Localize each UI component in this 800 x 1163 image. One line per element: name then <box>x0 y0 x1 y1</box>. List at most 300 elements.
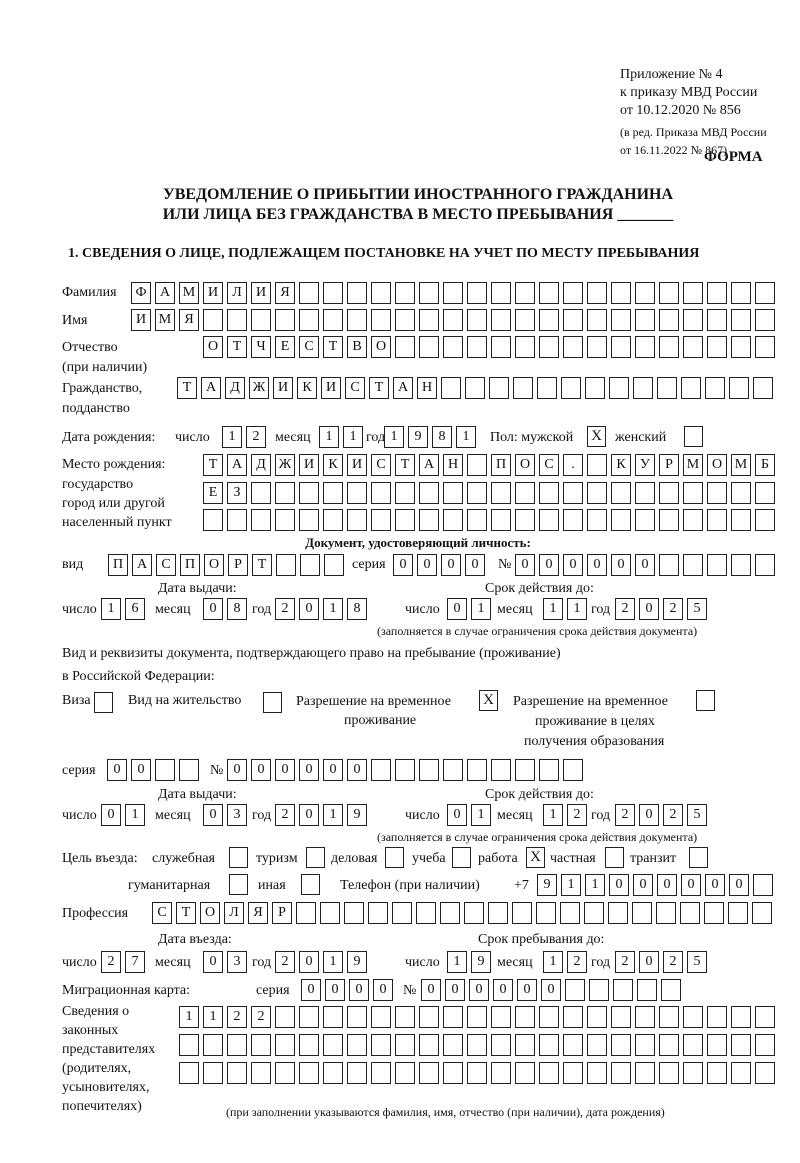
temp-permit-checkbox[interactable]: X <box>479 690 498 711</box>
char-cell[interactable] <box>659 482 679 504</box>
char-cell[interactable]: 1 <box>585 874 605 896</box>
char-cell[interactable]: 1 <box>319 426 339 448</box>
char-cell[interactable]: Е <box>203 482 223 504</box>
char-cell[interactable]: О <box>203 336 223 358</box>
char-cell[interactable] <box>203 1062 223 1084</box>
char-cell[interactable] <box>587 336 607 358</box>
char-cell[interactable] <box>753 377 773 399</box>
char-cell[interactable] <box>323 1034 343 1056</box>
char-cell[interactable] <box>609 377 629 399</box>
char-cell[interactable] <box>155 759 175 781</box>
purpose-study-checkbox[interactable] <box>452 847 471 868</box>
char-cell[interactable] <box>491 309 511 331</box>
char-cell[interactable]: 2 <box>567 804 587 826</box>
char-cell[interactable]: 2 <box>227 1006 247 1028</box>
char-cell[interactable]: М <box>179 282 199 304</box>
char-cell[interactable]: 1 <box>343 426 363 448</box>
char-cell[interactable]: Б <box>755 454 775 476</box>
char-cell[interactable]: Р <box>659 454 679 476</box>
char-cell[interactable]: 8 <box>347 598 367 620</box>
char-cell[interactable] <box>515 482 535 504</box>
char-cell[interactable] <box>755 1034 775 1056</box>
char-cell[interactable]: 1 <box>101 598 121 620</box>
char-cell[interactable] <box>491 1006 511 1028</box>
char-cell[interactable]: 2 <box>101 951 121 973</box>
char-cell[interactable] <box>371 759 391 781</box>
char-cell[interactable]: 2 <box>615 951 635 973</box>
char-cell[interactable] <box>464 902 484 924</box>
char-cell[interactable] <box>251 1034 271 1056</box>
char-cell[interactable]: 0 <box>633 874 653 896</box>
char-cell[interactable]: 0 <box>203 598 223 620</box>
char-cell[interactable]: 0 <box>101 804 121 826</box>
char-cell[interactable] <box>657 377 677 399</box>
char-cell[interactable]: 1 <box>125 804 145 826</box>
char-cell[interactable] <box>683 1062 703 1084</box>
char-cell[interactable] <box>489 377 509 399</box>
char-cell[interactable] <box>395 309 415 331</box>
char-cell[interactable] <box>515 509 535 531</box>
char-cell[interactable]: М <box>683 454 703 476</box>
char-cell[interactable] <box>300 554 320 576</box>
char-cell[interactable]: 1 <box>543 804 563 826</box>
char-cell[interactable]: З <box>227 482 247 504</box>
char-cell[interactable]: Т <box>227 336 247 358</box>
char-cell[interactable] <box>179 1062 199 1084</box>
char-cell[interactable] <box>633 377 653 399</box>
char-cell[interactable] <box>467 482 487 504</box>
sex-male-checkbox[interactable]: X <box>587 426 606 447</box>
char-cell[interactable]: 2 <box>615 598 635 620</box>
char-cell[interactable] <box>755 1006 775 1028</box>
char-cell[interactable] <box>563 336 583 358</box>
char-cell[interactable] <box>443 1034 463 1056</box>
char-cell[interactable]: 5 <box>687 598 707 620</box>
char-cell[interactable]: 3 <box>227 951 247 973</box>
purpose-humanitarian-checkbox[interactable] <box>229 874 248 895</box>
char-cell[interactable]: А <box>419 454 439 476</box>
char-cell[interactable] <box>755 482 775 504</box>
char-cell[interactable]: А <box>155 282 175 304</box>
char-cell[interactable] <box>323 509 343 531</box>
char-cell[interactable] <box>656 902 676 924</box>
char-cell[interactable] <box>467 1006 487 1028</box>
char-cell[interactable] <box>755 336 775 358</box>
char-cell[interactable] <box>443 336 463 358</box>
char-cell[interactable] <box>419 1034 439 1056</box>
char-cell[interactable]: 0 <box>421 979 441 1001</box>
char-cell[interactable] <box>659 1034 679 1056</box>
char-cell[interactable]: Я <box>248 902 268 924</box>
char-cell[interactable] <box>611 1062 631 1084</box>
char-cell[interactable] <box>419 1006 439 1028</box>
char-cell[interactable] <box>613 979 633 1001</box>
char-cell[interactable] <box>755 282 775 304</box>
char-cell[interactable] <box>729 377 749 399</box>
char-cell[interactable]: 0 <box>347 759 367 781</box>
char-cell[interactable]: П <box>491 454 511 476</box>
char-cell[interactable] <box>371 482 391 504</box>
char-cell[interactable] <box>467 309 487 331</box>
char-cell[interactable] <box>323 1062 343 1084</box>
char-cell[interactable] <box>299 309 319 331</box>
char-cell[interactable]: А <box>132 554 152 576</box>
char-cell[interactable]: 3 <box>227 804 247 826</box>
char-cell[interactable] <box>707 336 727 358</box>
char-cell[interactable] <box>707 1062 727 1084</box>
char-cell[interactable]: Я <box>275 282 295 304</box>
char-cell[interactable]: Ж <box>249 377 269 399</box>
char-cell[interactable]: 0 <box>517 979 537 1001</box>
char-cell[interactable]: 2 <box>251 1006 271 1028</box>
char-cell[interactable] <box>467 336 487 358</box>
char-cell[interactable]: 0 <box>323 759 343 781</box>
char-cell[interactable]: 0 <box>445 979 465 1001</box>
char-cell[interactable] <box>251 482 271 504</box>
char-cell[interactable]: 0 <box>515 554 535 576</box>
char-cell[interactable] <box>419 1062 439 1084</box>
char-cell[interactable]: 0 <box>299 598 319 620</box>
char-cell[interactable]: 1 <box>384 426 404 448</box>
char-cell[interactable] <box>632 902 652 924</box>
char-cell[interactable]: Р <box>228 554 248 576</box>
char-cell[interactable] <box>491 336 511 358</box>
char-cell[interactable] <box>515 336 535 358</box>
char-cell[interactable] <box>731 1034 751 1056</box>
char-cell[interactable] <box>299 282 319 304</box>
char-cell[interactable]: 2 <box>246 426 266 448</box>
char-cell[interactable]: И <box>251 282 271 304</box>
char-cell[interactable] <box>515 282 535 304</box>
char-cell[interactable] <box>563 1062 583 1084</box>
char-cell[interactable] <box>635 282 655 304</box>
char-cell[interactable] <box>395 1034 415 1056</box>
char-cell[interactable] <box>731 1006 751 1028</box>
char-cell[interactable]: Д <box>225 377 245 399</box>
char-cell[interactable] <box>731 309 751 331</box>
char-cell[interactable] <box>611 1034 631 1056</box>
char-cell[interactable]: 0 <box>275 759 295 781</box>
char-cell[interactable] <box>419 309 439 331</box>
char-cell[interactable] <box>561 377 581 399</box>
char-cell[interactable] <box>371 509 391 531</box>
char-cell[interactable]: 0 <box>131 759 151 781</box>
char-cell[interactable]: 5 <box>687 951 707 973</box>
char-cell[interactable]: 9 <box>408 426 428 448</box>
char-cell[interactable] <box>227 1062 247 1084</box>
char-cell[interactable] <box>443 1062 463 1084</box>
char-cell[interactable] <box>203 309 223 331</box>
char-cell[interactable] <box>539 509 559 531</box>
char-cell[interactable] <box>611 1006 631 1028</box>
char-cell[interactable]: 0 <box>493 979 513 1001</box>
char-cell[interactable]: В <box>347 336 367 358</box>
char-cell[interactable] <box>515 309 535 331</box>
char-cell[interactable] <box>371 309 391 331</box>
char-cell[interactable] <box>512 902 532 924</box>
char-cell[interactable] <box>491 482 511 504</box>
char-cell[interactable]: 0 <box>469 979 489 1001</box>
char-cell[interactable]: Т <box>176 902 196 924</box>
char-cell[interactable] <box>704 902 724 924</box>
char-cell[interactable] <box>683 1006 703 1028</box>
char-cell[interactable] <box>728 902 748 924</box>
char-cell[interactable]: . <box>563 454 583 476</box>
char-cell[interactable] <box>683 282 703 304</box>
char-cell[interactable] <box>395 336 415 358</box>
char-cell[interactable]: 1 <box>447 951 467 973</box>
char-cell[interactable]: О <box>200 902 220 924</box>
char-cell[interactable] <box>515 1006 535 1028</box>
char-cell[interactable]: 0 <box>541 979 561 1001</box>
char-cell[interactable] <box>491 1062 511 1084</box>
char-cell[interactable]: 1 <box>543 598 563 620</box>
char-cell[interactable] <box>659 1062 679 1084</box>
char-cell[interactable] <box>344 902 364 924</box>
char-cell[interactable] <box>537 377 557 399</box>
char-cell[interactable] <box>731 336 751 358</box>
char-cell[interactable]: С <box>152 902 172 924</box>
char-cell[interactable]: 0 <box>635 554 655 576</box>
char-cell[interactable]: 0 <box>299 951 319 973</box>
char-cell[interactable]: П <box>108 554 128 576</box>
char-cell[interactable] <box>347 309 367 331</box>
char-cell[interactable]: Н <box>417 377 437 399</box>
char-cell[interactable] <box>587 1034 607 1056</box>
char-cell[interactable] <box>683 336 703 358</box>
char-cell[interactable]: 0 <box>639 804 659 826</box>
char-cell[interactable] <box>755 554 775 576</box>
char-cell[interactable] <box>539 309 559 331</box>
char-cell[interactable]: 0 <box>611 554 631 576</box>
char-cell[interactable] <box>227 509 247 531</box>
char-cell[interactable] <box>368 902 388 924</box>
char-cell[interactable]: 2 <box>275 598 295 620</box>
purpose-transit-checkbox[interactable] <box>689 847 708 868</box>
char-cell[interactable]: 0 <box>325 979 345 1001</box>
char-cell[interactable] <box>467 454 487 476</box>
edu-permit-checkbox[interactable] <box>696 690 715 711</box>
char-cell[interactable] <box>681 377 701 399</box>
char-cell[interactable]: 0 <box>729 874 749 896</box>
char-cell[interactable]: 0 <box>447 598 467 620</box>
char-cell[interactable] <box>324 554 344 576</box>
char-cell[interactable]: Л <box>227 282 247 304</box>
char-cell[interactable]: А <box>227 454 247 476</box>
char-cell[interactable] <box>539 759 559 781</box>
char-cell[interactable] <box>441 377 461 399</box>
char-cell[interactable]: 2 <box>663 951 683 973</box>
char-cell[interactable] <box>320 902 340 924</box>
char-cell[interactable] <box>635 1006 655 1028</box>
char-cell[interactable] <box>443 1006 463 1028</box>
char-cell[interactable]: 0 <box>705 874 725 896</box>
char-cell[interactable]: А <box>201 377 221 399</box>
char-cell[interactable] <box>443 759 463 781</box>
char-cell[interactable] <box>637 979 657 1001</box>
char-cell[interactable] <box>659 554 679 576</box>
char-cell[interactable] <box>560 902 580 924</box>
char-cell[interactable] <box>347 1034 367 1056</box>
char-cell[interactable]: У <box>635 454 655 476</box>
char-cell[interactable]: О <box>707 454 727 476</box>
char-cell[interactable]: 0 <box>373 979 393 1001</box>
char-cell[interactable]: 0 <box>441 554 461 576</box>
char-cell[interactable] <box>467 759 487 781</box>
char-cell[interactable] <box>585 377 605 399</box>
char-cell[interactable]: 2 <box>615 804 635 826</box>
char-cell[interactable]: 0 <box>681 874 701 896</box>
char-cell[interactable] <box>371 1062 391 1084</box>
char-cell[interactable]: 0 <box>447 804 467 826</box>
char-cell[interactable] <box>323 1006 343 1028</box>
char-cell[interactable] <box>536 902 556 924</box>
char-cell[interactable] <box>587 1062 607 1084</box>
char-cell[interactable] <box>635 482 655 504</box>
char-cell[interactable] <box>659 509 679 531</box>
char-cell[interactable]: 8 <box>227 598 247 620</box>
char-cell[interactable]: 2 <box>567 951 587 973</box>
char-cell[interactable] <box>395 1006 415 1028</box>
char-cell[interactable] <box>419 282 439 304</box>
char-cell[interactable]: М <box>155 309 175 331</box>
char-cell[interactable]: Л <box>224 902 244 924</box>
char-cell[interactable] <box>611 509 631 531</box>
char-cell[interactable] <box>563 1006 583 1028</box>
char-cell[interactable]: И <box>299 454 319 476</box>
char-cell[interactable] <box>683 482 703 504</box>
char-cell[interactable]: 0 <box>349 979 369 1001</box>
char-cell[interactable]: 0 <box>227 759 247 781</box>
char-cell[interactable] <box>707 309 727 331</box>
char-cell[interactable] <box>515 1034 535 1056</box>
char-cell[interactable] <box>419 759 439 781</box>
char-cell[interactable]: 1 <box>203 1006 223 1028</box>
char-cell[interactable] <box>635 509 655 531</box>
char-cell[interactable] <box>395 1062 415 1084</box>
char-cell[interactable] <box>467 1034 487 1056</box>
char-cell[interactable] <box>705 377 725 399</box>
char-cell[interactable]: 0 <box>587 554 607 576</box>
char-cell[interactable]: 2 <box>663 598 683 620</box>
char-cell[interactable]: И <box>347 454 367 476</box>
char-cell[interactable]: 9 <box>471 951 491 973</box>
char-cell[interactable] <box>611 482 631 504</box>
char-cell[interactable] <box>707 482 727 504</box>
char-cell[interactable] <box>587 509 607 531</box>
char-cell[interactable] <box>203 1034 223 1056</box>
char-cell[interactable]: 7 <box>125 951 145 973</box>
char-cell[interactable]: К <box>297 377 317 399</box>
char-cell[interactable]: Т <box>252 554 272 576</box>
char-cell[interactable]: 0 <box>465 554 485 576</box>
char-cell[interactable]: А <box>393 377 413 399</box>
char-cell[interactable]: С <box>299 336 319 358</box>
char-cell[interactable] <box>395 759 415 781</box>
char-cell[interactable] <box>680 902 700 924</box>
char-cell[interactable] <box>587 482 607 504</box>
char-cell[interactable] <box>371 1034 391 1056</box>
char-cell[interactable] <box>587 309 607 331</box>
char-cell[interactable]: 9 <box>347 951 367 973</box>
char-cell[interactable] <box>755 509 775 531</box>
char-cell[interactable]: 0 <box>299 759 319 781</box>
char-cell[interactable] <box>227 1034 247 1056</box>
char-cell[interactable] <box>683 309 703 331</box>
char-cell[interactable] <box>563 482 583 504</box>
char-cell[interactable] <box>395 509 415 531</box>
char-cell[interactable] <box>635 309 655 331</box>
char-cell[interactable] <box>275 1062 295 1084</box>
char-cell[interactable]: Е <box>275 336 295 358</box>
char-cell[interactable]: М <box>731 454 751 476</box>
char-cell[interactable] <box>707 282 727 304</box>
char-cell[interactable] <box>491 759 511 781</box>
char-cell[interactable] <box>443 482 463 504</box>
char-cell[interactable] <box>731 509 751 531</box>
char-cell[interactable]: 0 <box>251 759 271 781</box>
char-cell[interactable] <box>659 336 679 358</box>
char-cell[interactable]: К <box>323 454 343 476</box>
char-cell[interactable] <box>251 509 271 531</box>
char-cell[interactable]: Ф <box>131 282 151 304</box>
char-cell[interactable] <box>467 282 487 304</box>
char-cell[interactable] <box>275 482 295 504</box>
char-cell[interactable]: 0 <box>203 804 223 826</box>
char-cell[interactable] <box>347 1062 367 1084</box>
char-cell[interactable]: 2 <box>663 804 683 826</box>
char-cell[interactable] <box>299 1034 319 1056</box>
char-cell[interactable] <box>419 482 439 504</box>
char-cell[interactable] <box>589 979 609 1001</box>
char-cell[interactable] <box>299 509 319 531</box>
char-cell[interactable]: 0 <box>539 554 559 576</box>
char-cell[interactable]: 1 <box>323 598 343 620</box>
char-cell[interactable] <box>371 1006 391 1028</box>
char-cell[interactable]: И <box>321 377 341 399</box>
char-cell[interactable] <box>539 1062 559 1084</box>
char-cell[interactable]: Т <box>177 377 197 399</box>
char-cell[interactable]: 1 <box>567 598 587 620</box>
char-cell[interactable]: С <box>539 454 559 476</box>
char-cell[interactable] <box>752 902 772 924</box>
char-cell[interactable] <box>443 309 463 331</box>
char-cell[interactable]: Ж <box>275 454 295 476</box>
char-cell[interactable]: 0 <box>639 598 659 620</box>
char-cell[interactable] <box>371 282 391 304</box>
char-cell[interactable] <box>683 509 703 531</box>
char-cell[interactable] <box>179 1034 199 1056</box>
char-cell[interactable]: О <box>515 454 535 476</box>
char-cell[interactable] <box>416 902 436 924</box>
char-cell[interactable] <box>251 309 271 331</box>
char-cell[interactable] <box>515 759 535 781</box>
char-cell[interactable] <box>347 482 367 504</box>
char-cell[interactable] <box>611 309 631 331</box>
char-cell[interactable] <box>323 282 343 304</box>
char-cell[interactable]: 1 <box>543 951 563 973</box>
char-cell[interactable] <box>755 1062 775 1084</box>
char-cell[interactable] <box>395 282 415 304</box>
char-cell[interactable]: 1 <box>179 1006 199 1028</box>
char-cell[interactable] <box>347 509 367 531</box>
char-cell[interactable] <box>323 309 343 331</box>
char-cell[interactable] <box>635 1062 655 1084</box>
char-cell[interactable]: 8 <box>432 426 452 448</box>
char-cell[interactable] <box>275 1034 295 1056</box>
char-cell[interactable]: 0 <box>609 874 629 896</box>
char-cell[interactable]: 0 <box>107 759 127 781</box>
